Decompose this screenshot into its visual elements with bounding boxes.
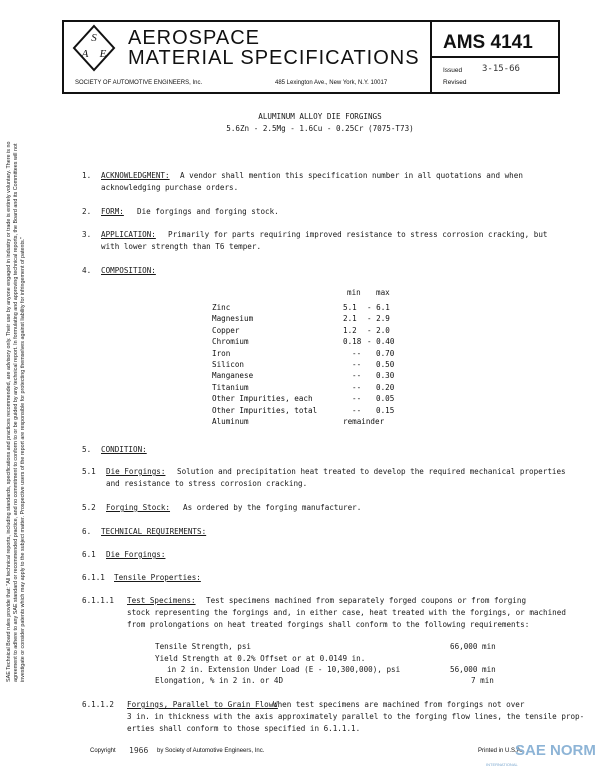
section-6-1-1-title: Tensile Properties: xyxy=(114,573,201,582)
doc-title-line2: 5.6Zn - 2.5Mg - 1.6Cu - 0.25Cr (7075-T73) xyxy=(226,124,414,133)
doc-title-line1: ALUMINUM ALLOY DIE FORGINGS xyxy=(258,112,382,121)
sidebar-notice-text: SAE Technical Board rules provide that: "All technical reports, including standards, specifications and practices recommended, are advisory only. Their use by anyone engaged in industry or trade is entirely voluntary. There is no agreement to adhere to any SAE standard or recommended practice, and no commitment to conform to or be guided by any technical report. In formulating and approving technical reports, the Board and its Committees will not investigate or consider patents which may apply to the subject matter. Prospective users of the report are responsible for protecting themselves against liability for infringement of patents." xyxy=(6,141,26,682)
section-5-title: CONDITION: xyxy=(101,445,147,454)
section-5-1-number: 5.1 xyxy=(82,467,96,476)
composition-min: 0.18 xyxy=(343,337,362,347)
composition-max: 0.70 xyxy=(376,348,395,358)
revised-label: Revised xyxy=(443,79,467,86)
section-5-number: 5. xyxy=(82,445,92,454)
composition-min: -- xyxy=(352,382,362,392)
composition-element: Other Impurities, total xyxy=(212,405,318,415)
section-6-1-1-2-text-b: 3 in. in thickness with the axis approximately parallel to the forging flow lines, the tensile prop- xyxy=(127,712,585,721)
footer-by: by Society of Automotive Engineers, Inc. xyxy=(157,748,265,754)
section-6-1-1-1-title: Test Specimens: xyxy=(127,596,196,605)
section-6-1-1-1-text-b: stock representing the forgings and, in either case, heat treated with the forgings, or machined xyxy=(127,608,566,617)
section-6-1-title: Die Forgings: xyxy=(106,550,166,559)
composition-element: Copper xyxy=(212,325,240,335)
composition-max: - 6.1 xyxy=(367,303,390,312)
composition-max: 0.30 xyxy=(376,371,395,381)
section-1-text-a: A vendor shall mention this specification number in all quotations and when xyxy=(180,171,523,180)
composition-element: Magnesium xyxy=(212,314,254,324)
section-6-1-1-1-text-c: from prolongations on heat treated forgings shall conform to the following requirements: xyxy=(127,620,530,629)
footer-year: 1966 xyxy=(129,746,149,755)
section-5-1-text-b: and resistance to stress corrosion cracking. xyxy=(106,479,308,488)
header-title-line1: AEROSPACE xyxy=(128,27,260,49)
issued-date: 3-15-66 xyxy=(482,64,520,74)
watermark-text: SAE NORM xyxy=(515,742,596,759)
composition-max: - 2.9 xyxy=(367,314,390,324)
composition-header-min: min xyxy=(347,288,361,297)
section-5-2-text: As ordered by the forging manufacturer. xyxy=(183,503,362,512)
composition-max: - 0.40 xyxy=(367,337,395,347)
section-6-number: 6. xyxy=(82,527,92,536)
composition-max: 0.50 xyxy=(376,360,395,369)
header-separator xyxy=(432,56,560,58)
composition-min: -- xyxy=(352,348,362,358)
footer-copyright: Copyright xyxy=(90,748,116,754)
header-title-line2: MATERIAL SPECIFICATIONS xyxy=(128,47,420,69)
svg-text:S: S xyxy=(91,32,97,44)
section-5-1-text-a: Solution and precipitation heat treated to develop the required mechanical properties xyxy=(177,467,566,476)
section-6-1-1-2-number: 6.1.1.2 xyxy=(82,700,115,709)
section-6-1-1-2-title: Forgings, Parallel to Grain Flow: xyxy=(127,700,278,709)
composition-min: 2.1 xyxy=(343,314,357,324)
tensile-strength-value: 66,000 min xyxy=(450,642,496,651)
section-6-1-1-number: 6.1.1 xyxy=(82,573,105,582)
section-1-title: ACKNOWLEDGMENT: xyxy=(101,171,170,180)
ams-number: AMS 4141 xyxy=(443,32,533,53)
section-6-1-1-2-text-c: erties shall conform to those specified in 6.1.1.1. xyxy=(127,724,361,733)
composition-element: Manganese xyxy=(212,371,254,381)
composition-element: Zinc xyxy=(212,303,231,312)
section-4-number: 4. xyxy=(82,266,92,275)
issued-label: Issued xyxy=(443,67,463,74)
composition-max: 0.20 xyxy=(376,382,395,392)
section-6-1-1-1-number: 6.1.1.1 xyxy=(82,596,115,605)
composition-element: Other Impurities, each xyxy=(212,394,313,404)
composition-element: Chromium xyxy=(212,337,249,347)
section-1-number: 1. xyxy=(82,171,92,180)
composition-min: -- xyxy=(352,371,362,381)
section-5-2-title: Forging Stock: xyxy=(106,503,171,512)
composition-min: -- xyxy=(352,405,362,415)
composition-element: Iron xyxy=(212,348,231,358)
composition-min: -- xyxy=(352,360,362,369)
yield-strength-value: 56,000 min xyxy=(450,665,496,674)
yield-strength-label: Yield Strength at 0.2% Offset or at 0.0149 in. xyxy=(155,654,366,663)
section-4-title: COMPOSITION: xyxy=(101,266,156,275)
composition-max: 0.15 xyxy=(376,405,395,415)
svg-text:E: E xyxy=(99,48,107,60)
composition-min: remainder xyxy=(343,417,385,426)
elongation-value: 7 min xyxy=(471,676,494,685)
section-5-1-title: Die Forgings: xyxy=(106,467,166,476)
section-6-1-number: 6.1 xyxy=(82,550,96,559)
composition-max: 0.05 xyxy=(376,394,395,404)
section-3-title: APPLICATION: xyxy=(101,230,156,239)
composition-min: 1.2 xyxy=(343,325,357,335)
section-2-title: FORM: xyxy=(101,207,124,216)
section-3-number: 3. xyxy=(82,230,92,239)
composition-element: Titanium xyxy=(212,382,249,392)
composition-element: Aluminum xyxy=(212,417,249,426)
header-address: 485 Lexington Ave., New York, N.Y. 10017 xyxy=(275,80,388,86)
header-society: SOCIETY OF AUTOMOTIVE ENGINEERS, Inc. xyxy=(75,80,203,86)
composition-min: -- xyxy=(352,394,362,404)
composition-element: Silicon xyxy=(212,360,245,369)
section-2-number: 2. xyxy=(82,207,92,216)
sae-logo-icon xyxy=(72,24,116,72)
sidebar-notice xyxy=(6,122,66,682)
section-1-text-b: acknowledging purchase orders. xyxy=(101,183,239,192)
section-2-text: Die forgings and forging stock. xyxy=(137,207,279,216)
section-6-1-1-2-text-a: When test specimens are machined from forgings not over xyxy=(273,700,525,709)
section-5-2-number: 5.2 xyxy=(82,503,96,512)
composition-min: 5.1 xyxy=(343,303,357,312)
composition-max: - 2.0 xyxy=(367,325,390,335)
section-3-text-b: with lower strength than T6 temper. xyxy=(101,242,262,251)
watermark-sub: INTERNATIONAL xyxy=(486,762,518,767)
tensile-strength-label: Tensile Strength, psi xyxy=(155,642,252,651)
yield-extension-label: in 2 in. Extension Under Load (E - 10,300,000), psi xyxy=(167,665,401,674)
composition-header-max: max xyxy=(376,288,390,297)
elongation-label: Elongation, % in 2 in. or 4D xyxy=(155,676,284,685)
section-6-1-1-1-text-a: Test specimens machined from separately forged coupons or from forging xyxy=(206,596,527,605)
svg-text:A: A xyxy=(81,48,89,60)
footer-printed: Printed in U.S.A. xyxy=(478,748,523,754)
section-6-title: TECHNICAL REQUIREMENTS: xyxy=(101,527,207,536)
section-3-text-a: Primarily for parts requiring improved resistance to stress corrosion cracking, but xyxy=(168,230,548,239)
